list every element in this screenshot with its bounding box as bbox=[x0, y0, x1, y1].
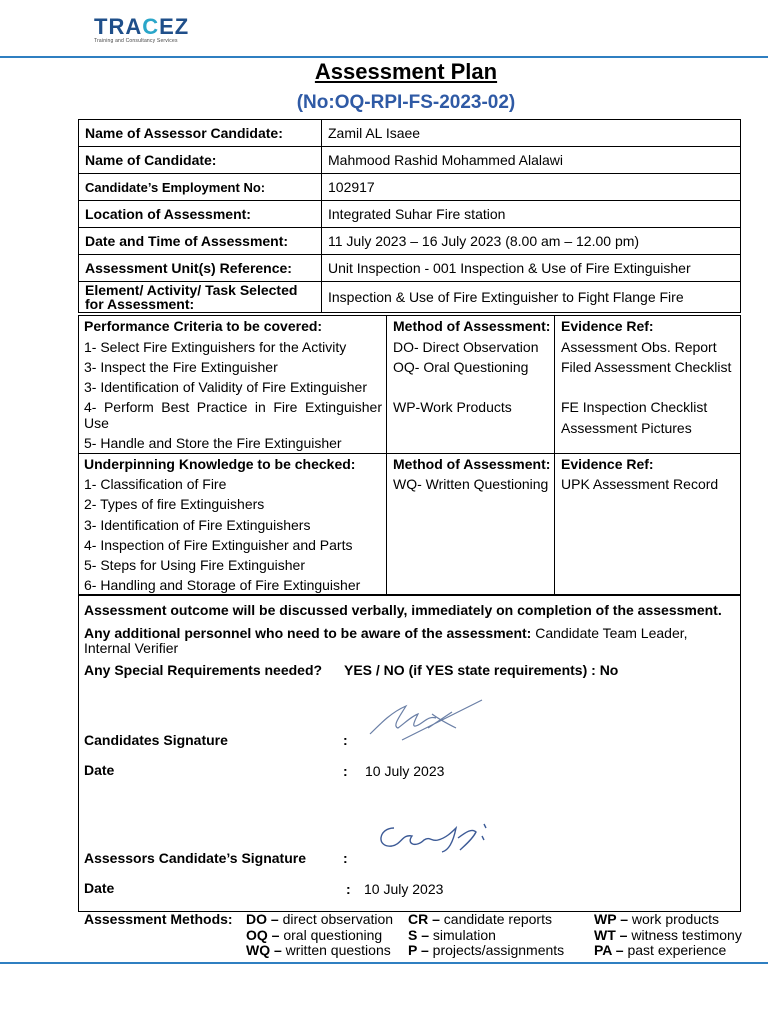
info-value: Zamil AL Isaee bbox=[322, 120, 741, 147]
method-header: Method of Assessment: bbox=[393, 456, 551, 472]
knowledge-item: 3- Identification of Fire Extinguishers bbox=[84, 517, 311, 533]
candidate-date-value: 10 July 2023 bbox=[365, 763, 445, 779]
info-label: Name of Assessor Candidate: bbox=[79, 120, 322, 147]
info-label: Element/ Activity/ Task Selected for Assessment: bbox=[79, 282, 322, 313]
legend-item: WQ – written questions bbox=[246, 942, 391, 958]
method-item: OQ- Oral Questioning bbox=[393, 359, 529, 375]
info-label: Assessment Unit(s) Reference: bbox=[79, 255, 322, 282]
plan-number: (No:OQ-RPI-FS-2023-02) bbox=[296, 92, 516, 113]
info-value: Mahmood Rashid Mohammed Alalawi bbox=[322, 147, 741, 174]
evidence-header: Evidence Ref: bbox=[561, 318, 654, 334]
info-label: Candidate’s Employment No: bbox=[79, 174, 322, 201]
criteria-section bbox=[78, 315, 741, 595]
info-row bbox=[79, 255, 741, 282]
performance-item: 1- Select Fire Extinguishers for the Activity bbox=[84, 339, 347, 355]
method-item: DO- Direct Observation bbox=[393, 339, 539, 355]
page-title: Assessment Plan bbox=[314, 59, 498, 84]
personnel-label: Any additional personnel who need to be aware of the assessment: bbox=[84, 625, 532, 641]
colon: : bbox=[343, 732, 348, 748]
evidence-item: FE Inspection Checklist bbox=[561, 399, 708, 415]
knowledge-item: 2- Types of fire Extinguishers bbox=[84, 496, 265, 512]
info-row bbox=[79, 201, 741, 228]
column-divider bbox=[386, 315, 387, 595]
info-label: Date and Time of Assessment: bbox=[79, 228, 322, 255]
logo-wordmark: TRACEZ bbox=[94, 14, 190, 39]
info-row bbox=[79, 282, 741, 313]
legend-item: WP – work products bbox=[594, 911, 720, 927]
info-value: Unit Inspection - 001 Inspection & Use of Fire Extinguisher bbox=[322, 255, 741, 282]
candidate-signature bbox=[362, 694, 492, 746]
info-row bbox=[79, 120, 741, 147]
assessor-date-label: Date bbox=[84, 880, 115, 896]
evidence-item: Assessment Pictures bbox=[561, 420, 692, 436]
candidate-signature-label: Candidates Signature bbox=[84, 732, 228, 748]
assessor-signature-label: Assessors Candidate’s Signature bbox=[84, 850, 307, 866]
evidence-item: Filed Assessment Checklist bbox=[561, 359, 732, 375]
knowledge-item: 5- Steps for Using Fire Extinguisher bbox=[84, 557, 305, 573]
info-value: 11 July 2023 – 16 July 2023 (8.00 am – 12.00 pm) bbox=[322, 228, 741, 255]
info-row bbox=[79, 228, 741, 255]
legend-item: S – simulation bbox=[408, 927, 496, 943]
info-value: Inspection & Use of Fire Extinguisher to Fight Flange Fire bbox=[322, 282, 741, 313]
legend-label: Assessment Methods: bbox=[84, 911, 233, 927]
colon: : bbox=[346, 881, 351, 897]
outcome-statement: Assessment outcome will be discussed verbally, immediately on completion of the assessment. bbox=[84, 602, 722, 618]
knowledge-header: Underpinning Knowledge to be checked: bbox=[84, 456, 356, 472]
assessor-date-value: 10 July 2023 bbox=[364, 881, 444, 897]
header-divider bbox=[0, 56, 768, 58]
personnel-value-cont: Internal Verifier bbox=[84, 640, 179, 656]
legend-item: PA – past experience bbox=[594, 942, 727, 958]
legend-item: P – projects/assignments bbox=[408, 942, 565, 958]
legend-item: OQ – oral questioning bbox=[246, 927, 383, 943]
performance-item: 3- Inspect the Fire Extinguisher bbox=[84, 359, 278, 375]
info-row bbox=[79, 147, 741, 174]
knowledge-item: 4- Inspection of Fire Extinguisher and Parts bbox=[84, 537, 353, 553]
candidate-date-label: Date bbox=[84, 762, 115, 778]
assessment-info-table bbox=[78, 119, 741, 313]
info-label: Location of Assessment: bbox=[79, 201, 322, 228]
row-divider bbox=[78, 453, 741, 454]
assessor-signature bbox=[372, 818, 502, 862]
evidence-header: Evidence Ref: bbox=[561, 456, 654, 472]
logo-tagline: Training and Consultancy Services bbox=[94, 38, 178, 44]
info-label: Name of Candidate: bbox=[79, 147, 322, 174]
performance-header: Performance Criteria to be covered: bbox=[84, 318, 323, 334]
method-item: WP-Work Products bbox=[393, 399, 512, 415]
evidence-item: UPK Assessment Record bbox=[561, 476, 719, 492]
knowledge-item: 6- Handling and Storage of Fire Extinguisher bbox=[84, 577, 361, 593]
method-item: WQ- Written Questioning bbox=[393, 476, 549, 492]
legend-item: WT – witness testimony bbox=[594, 927, 742, 943]
method-header: Method of Assessment: bbox=[393, 318, 551, 334]
legend-item: DO – direct observation bbox=[246, 911, 394, 927]
special-requirements-value: YES / NO (if YES state requirements) : No bbox=[344, 662, 619, 678]
knowledge-item: 1- Classification of Fire bbox=[84, 476, 227, 492]
info-row bbox=[79, 174, 741, 201]
company-logo bbox=[94, 14, 189, 44]
column-divider bbox=[554, 315, 555, 595]
info-value: Integrated Suhar Fire station bbox=[322, 201, 741, 228]
additional-personnel bbox=[84, 625, 688, 641]
info-value: 102917 bbox=[322, 174, 741, 201]
performance-item: 4- Perform Best Practice in Fire Extinguisher Use bbox=[84, 399, 382, 431]
colon: : bbox=[343, 850, 348, 866]
performance-item: 3- Identification of Validity of Fire Extinguisher bbox=[84, 379, 367, 395]
colon: : bbox=[343, 763, 348, 779]
evidence-item: Assessment Obs. Report bbox=[561, 339, 717, 355]
personnel-value: Candidate Team Leader, bbox=[535, 625, 688, 641]
performance-item: 5- Handle and Store the Fire Extinguisher bbox=[84, 435, 342, 451]
legend-item: CR – candidate reports bbox=[408, 911, 552, 927]
footer-divider bbox=[0, 962, 768, 964]
special-requirements-label: Any Special Requirements needed? bbox=[84, 662, 323, 678]
